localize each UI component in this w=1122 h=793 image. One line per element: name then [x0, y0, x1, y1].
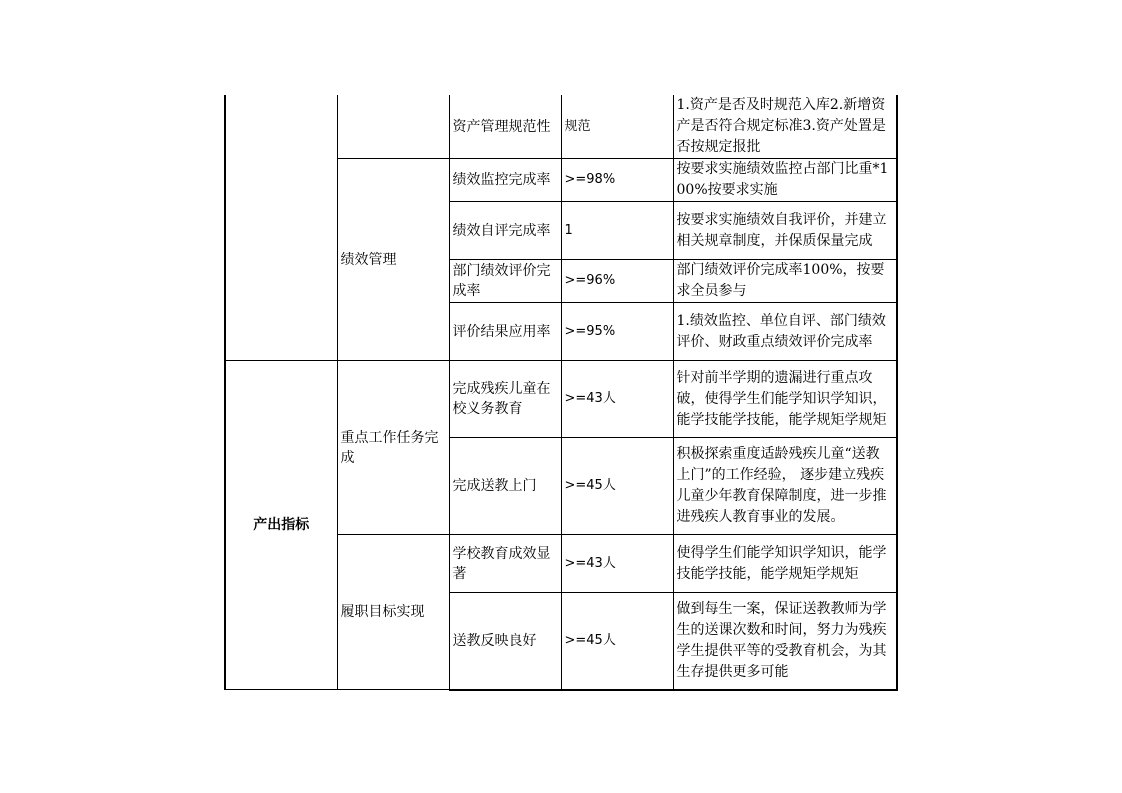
performance-indicator-table	[224, 95, 898, 691]
indicator-cell: 学校教育成效显著	[449, 535, 561, 593]
level1-cell: 产出指标	[225, 361, 337, 690]
indicator-cell: 绩效自评完成率	[449, 202, 561, 260]
indicator-cell: 绩效监控完成率	[449, 159, 561, 202]
indicator-cell: 完成残疾儿童在校义务教育	[449, 361, 561, 438]
description-cell: 1.资产是否及时规范入库2.新增资产是否符合规定标准3.资产处置是否按规定报批	[673, 95, 897, 159]
level2-cell: 履职目标实现	[337, 535, 449, 690]
description-cell: 部门绩效评价完成率100%，按要求全员参与	[673, 260, 897, 303]
indicator-cell: 资产管理规范性	[449, 95, 561, 159]
indicator-cell: 送教反映良好	[449, 593, 561, 690]
description-cell: 按要求实施绩效监控占部门比重*100%按要求实施	[673, 159, 897, 202]
level2-cell: 重点工作任务完成	[337, 361, 449, 535]
value-cell: >=98%	[561, 159, 673, 202]
description-cell: 1.绩效监控、单位自评、部门绩效评价、财政重点绩效评价完成率	[673, 303, 897, 361]
value-cell: 1	[561, 202, 673, 260]
description-cell: 做到每生一案，保证送教教师为学生的送课次数和时间，努力为残疾学生提供平等的受教育机会，为其生存提供更多可能	[673, 593, 897, 690]
level2-cell: 绩效管理	[337, 159, 449, 361]
indicator-cell: 完成送教上门	[449, 438, 561, 535]
description-cell: 积极探索重度适龄残疾儿童“送教上门”的工作经验， 逐步建立残疾儿童少年教育保障制度，进一步推进残疾人教育事业的发展。	[673, 438, 897, 535]
description-cell: 按要求实施绩效自我评价，并建立相关规章制度，并保质保量完成	[673, 202, 897, 260]
level1-cell	[225, 95, 337, 361]
indicator-cell: 评价结果应用率	[449, 303, 561, 361]
description-cell: 针对前半学期的遗漏进行重点攻破，使得学生们能学知识学知识，能学技能学技能，能学规矩学规矩	[673, 361, 897, 438]
level2-cell	[337, 95, 449, 159]
value-cell: >=43人	[561, 535, 673, 593]
value-cell: >=96%	[561, 260, 673, 303]
value-cell: >=95%	[561, 303, 673, 361]
indicator-cell: 部门绩效评价完成率	[449, 260, 561, 303]
description-cell: 使得学生们能学知识学知识，能学技能学技能，能学规矩学规矩	[673, 535, 897, 593]
value-cell: >=45人	[561, 593, 673, 690]
value-cell: 规范	[561, 95, 673, 159]
value-cell: >=45人	[561, 438, 673, 535]
value-cell: >=43人	[561, 361, 673, 438]
